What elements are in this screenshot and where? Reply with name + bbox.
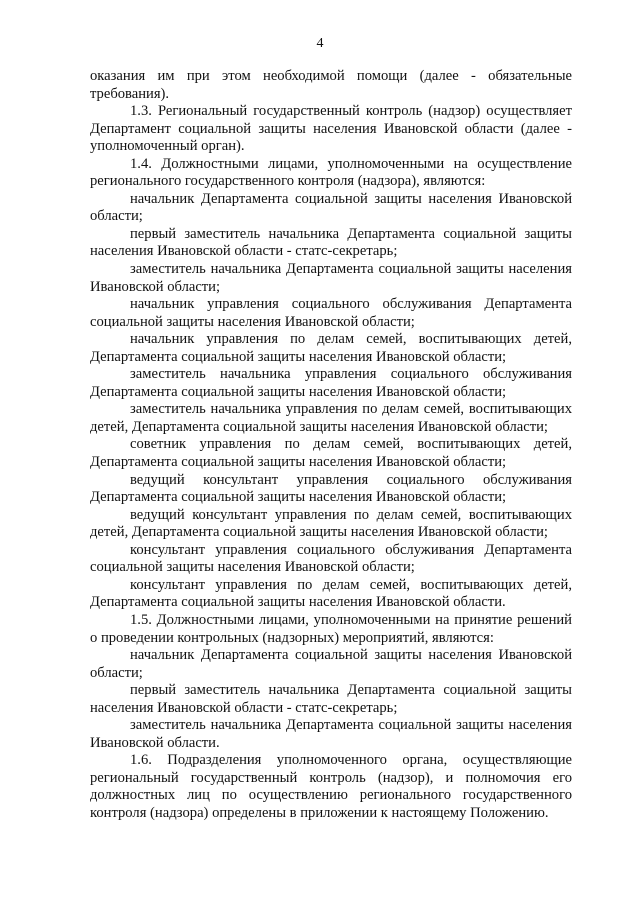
document-body	[90, 68, 572, 823]
paragraph-1-5: 1.5. Должностными лицами, уполномоченными на принятие решений о проведении контрольных (надзорных) мероприятий, являются:	[90, 611, 572, 646]
paragraph-1-4: 1.4. Должностными лицами, уполномоченными на осуществление регионального государственного контроля (надзора), являются:	[90, 155, 572, 190]
official-item: консультант управления по делам семей, воспитывающих детей, Департамента социальной защиты населения Ивановской области.	[90, 576, 572, 611]
official-item: заместитель начальника управления социального обслуживания Департамента социальной защиты населения Ивановской области;	[90, 366, 572, 400]
decision-official-item: заместитель начальника Департамента социальной защиты населения Ивановской области.	[90, 717, 572, 751]
paragraph-1-6: 1.6. Подразделения уполномоченного органа, осуществляющие региональный государственный контроль (надзор), и полномочия его должностных лиц по осуществлению регионального государственного контроля (надзора) определены в приложении к настоящему Положению.	[90, 752, 572, 821]
paragraph-required-requirements: оказания им при этом необходимой помощи (далее - обязательные требования).	[90, 68, 572, 102]
decision-official-item: первый заместитель начальника Департамента социальной защиты населения Ивановской области - статс-секретарь;	[90, 682, 572, 716]
page-number: 4	[316, 36, 324, 51]
official-item: советник управления по делам семей, воспитывающих детей, Департамента социальной защиты населения Ивановской области;	[90, 436, 572, 471]
official-item: первый заместитель начальника Департамента социальной защиты населения Ивановской области - статс-секретарь;	[90, 225, 572, 260]
official-item: начальник Департамента социальной защиты населения Ивановской области;	[90, 190, 572, 225]
official-item: заместитель начальника управления по делам семей, воспитывающих детей, Департамента социальной защиты населения Ивановской области;	[90, 401, 572, 435]
official-item: консультант управления социального обслуживания Департамента социальной защиты населения Ивановской области;	[90, 541, 572, 576]
official-item: начальник управления социального обслуживания Департамента социальной защиты населения Ивановской области;	[90, 296, 572, 330]
official-item: ведущий консультант управления по делам семей, воспитывающих детей, Департамента социальной защиты населения Ивановской области;	[90, 506, 572, 541]
decision-official-item: начальник Департамента социальной защиты населения Ивановской области;	[90, 647, 572, 681]
official-item: заместитель начальника Департамента социальной защиты населения Ивановской области;	[90, 261, 572, 295]
paragraph-1-3: 1.3. Региональный государственный контроль (надзор) осуществляет Департамент социальной защиты населения Ивановской области (далее - уполномоченный орган).	[90, 103, 572, 155]
official-item: начальник управления по делам семей, воспитывающих детей, Департамента социальной защиты населения Ивановской области;	[90, 331, 572, 365]
official-item: ведущий консультант управления социального обслуживания Департамента социальной защиты населения Ивановской области;	[90, 471, 572, 506]
